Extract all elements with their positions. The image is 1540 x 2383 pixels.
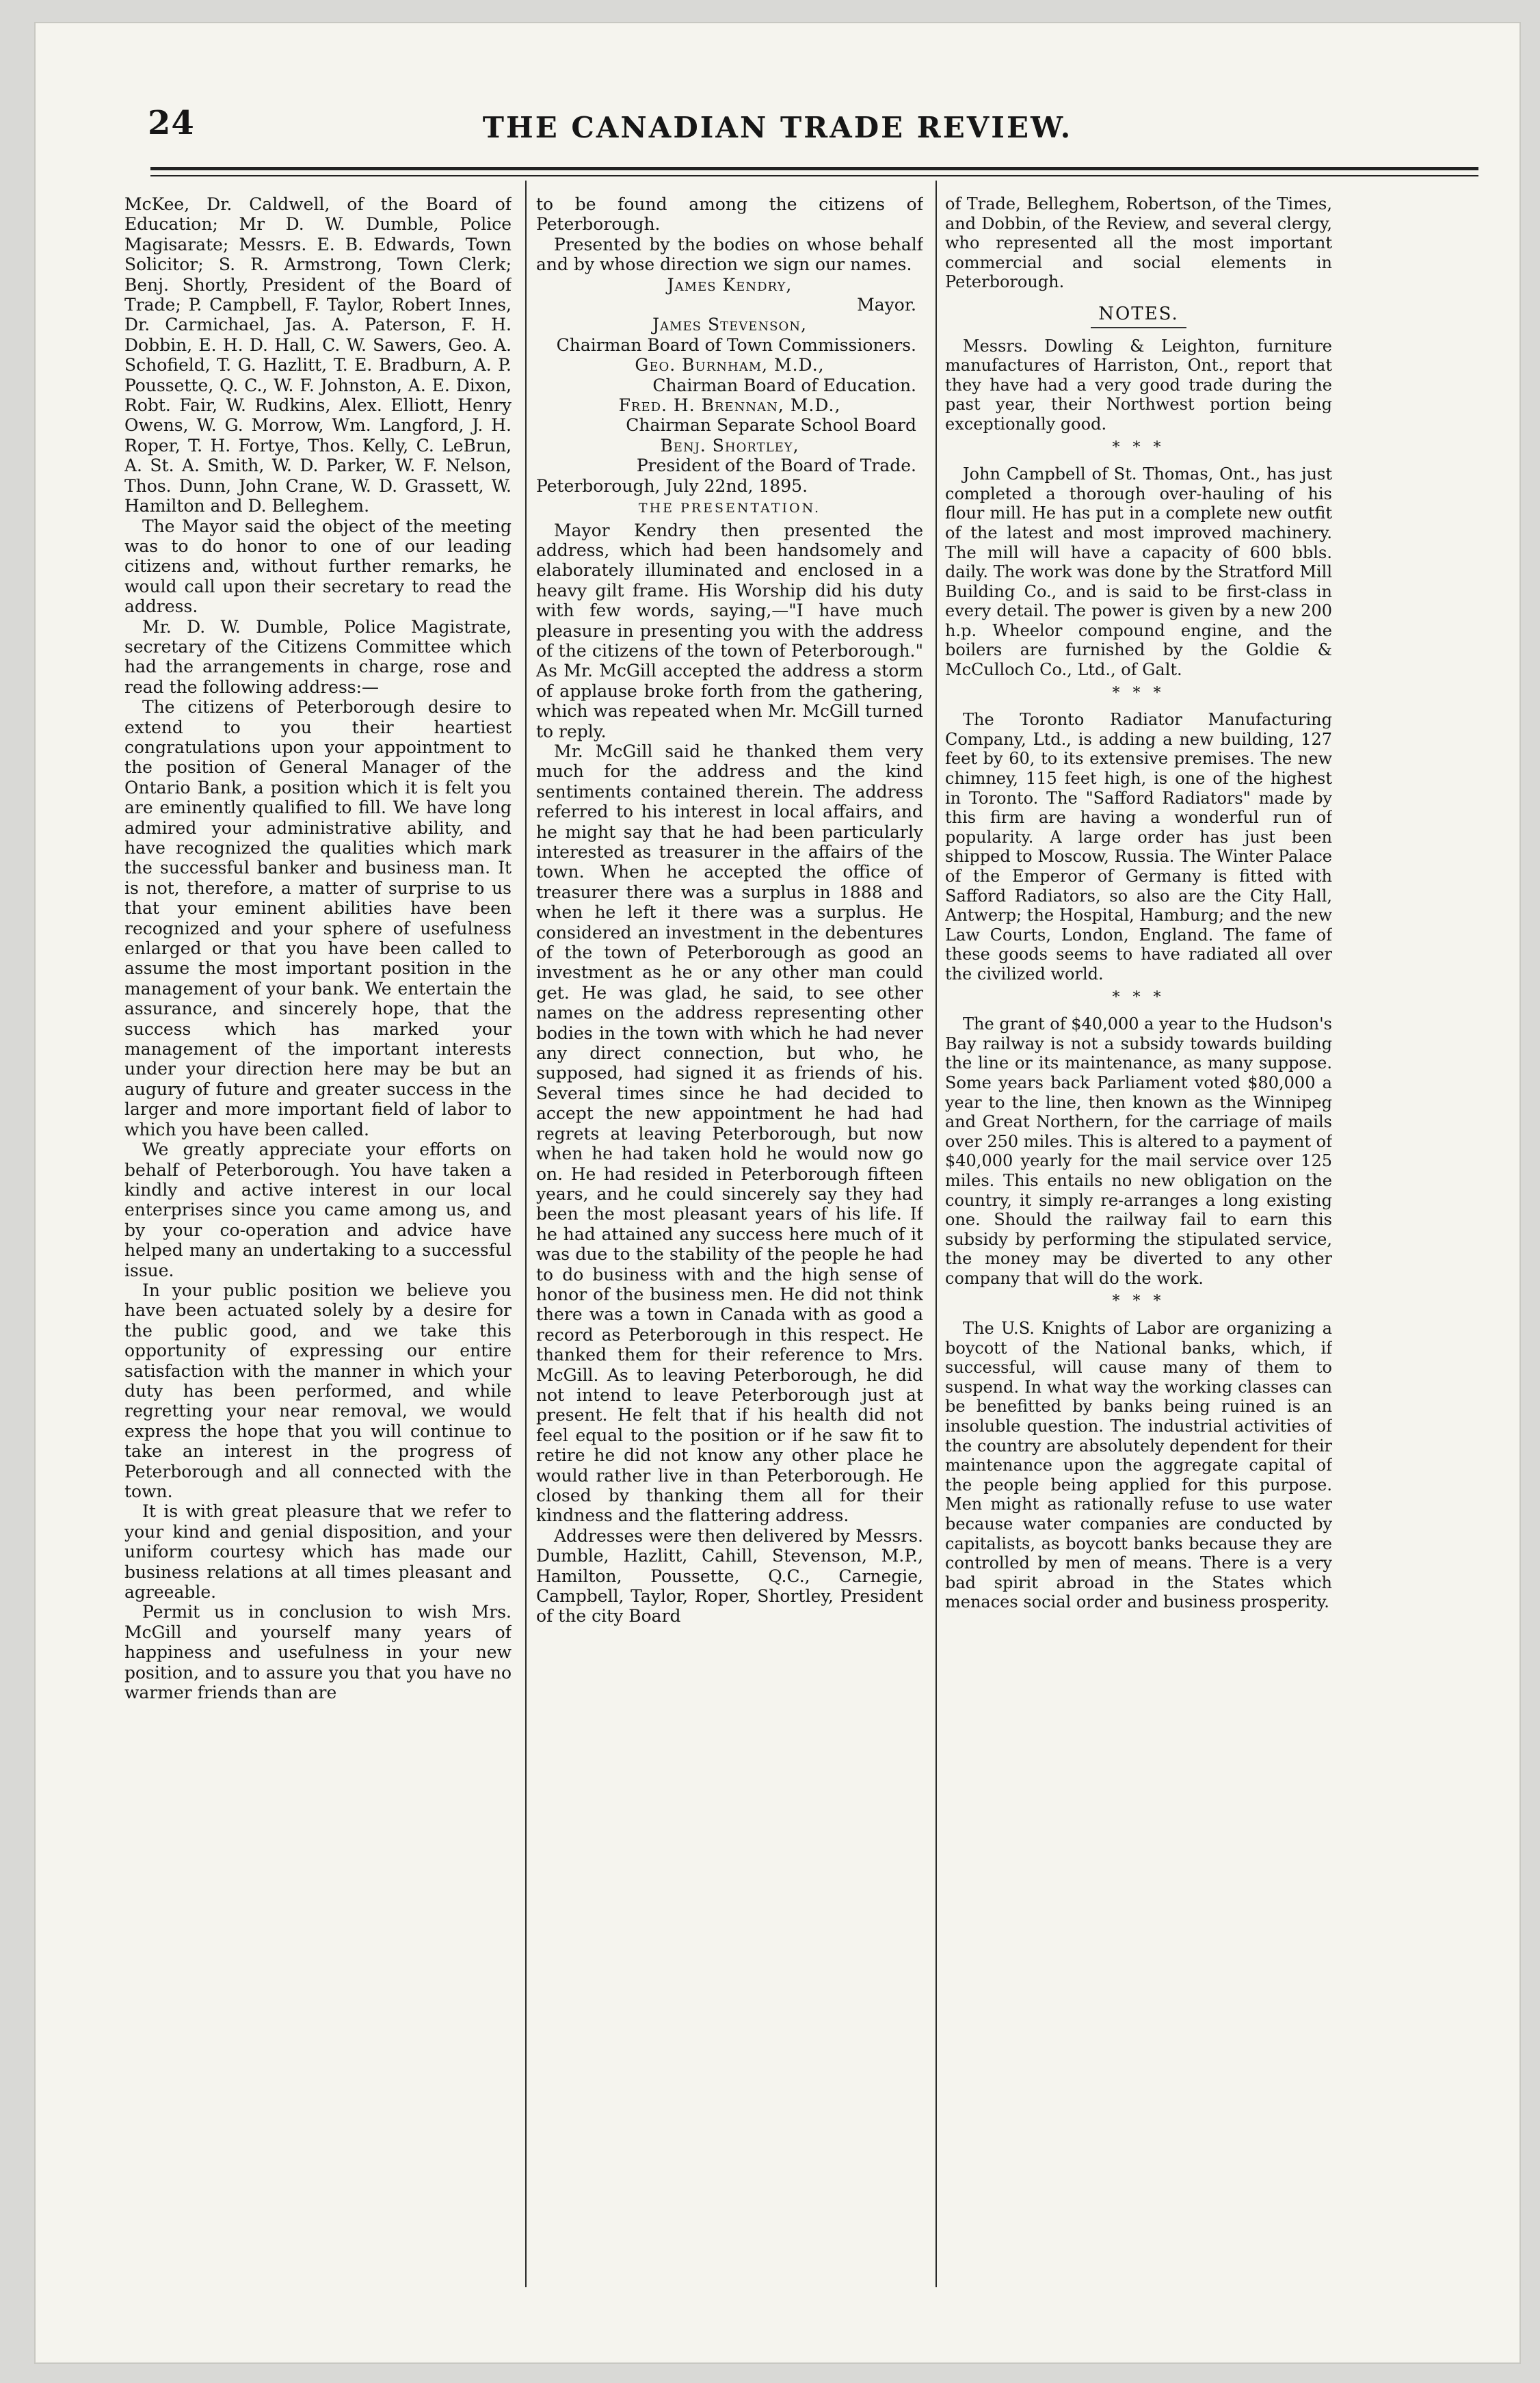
signature-block xyxy=(536,275,923,476)
signatory-title: President of the Board of Trade. xyxy=(636,456,916,476)
signatory-name: James Stevenson, xyxy=(652,315,807,335)
address-paragraph: Permit us in conclusion to wish Mrs. McGill and yourself many years of happiness and usefulness in your new position, and to assure you that you have no warmer friends than are xyxy=(124,1602,512,1703)
column-two xyxy=(536,194,923,2280)
paragraph: Mr. D. W. Dumble, Police Magistrate, secretary of the Citizens Committee which had the arrangements in charge, rose and read the following address:— xyxy=(124,616,512,697)
paragraph: Presented by the bodies on whose behalf and by whose direction we sign our names. xyxy=(536,234,923,275)
address-paragraph: The citizens of Peterborough desire to extend to you their heartiest congratulations upon your appointment to the position of General Manager of the Ontario Bank, a position which it is felt you are eminently qualified to fill. We have long admired your administrative ability, and have recognized the qualities which mark the successful banker and business man. It is not, therefore, a matter of surprise to us that your eminent abilities have been recognized and your sphere of usefulness enlarged or that you have been called to assume the most important position in the management of your bank. We entertain the assurance, and sincerely hope, that the success which has marked your management of the important interests under your direction here may be but an augury of future and greater success in the larger and more important field of labor to which you have been called. xyxy=(124,697,512,1140)
header-rule xyxy=(150,167,1478,170)
note-item: The U.S. Knights of Labor are organizing a boycott of the National banks, which, if successful, will cause many of them to suspend. In what way the working classes can be benefitted by banks being ruined is an insoluble question. The industrial activities of the country are absolutely dependent for their maintenance upon the aggregate capital of the people being applied for this purpose. Men might as rationally refuse to use water because water companies are conducted by capitalists, as boycott banks because they are controlled by men of means. There is a very bad spirit abroad in the States which menaces social order and business prosperity. xyxy=(945,1319,1332,1612)
asterism-divider: * * * xyxy=(1112,438,1165,456)
page-number: 24 xyxy=(148,104,195,142)
column-three xyxy=(945,194,1332,2280)
signatory-title: Chairman Board of Education. xyxy=(652,375,916,395)
note-item: Messrs. Dowling & Leighton, furniture manufactures of Harriston, Ont., report that they have had a very good trade during the past year, their Northwest portion being exceptionally good. xyxy=(945,336,1332,434)
address-paragraph: It is with great pleasure that we refer to your kind and genial disposition, and your uniform courtesy which has made our business relations at all times pleasant and agreeable. xyxy=(124,1501,512,1603)
header-rule-thin xyxy=(150,175,1478,176)
page-header xyxy=(36,98,1519,174)
asterism-divider: * * * xyxy=(1112,988,1165,1006)
note-item: The grant of $40,000 a year to the Hudson's Bay railway is not a subsidy towards building the line or its maintenance, as many suppose. Some years back Parliament voted $80,000 a year to the line, then known as the Winnipeg and Great Northern, for the carriage of mails over 250 miles. This is altered to a payment of $40,000 yearly for the mail service over 125 miles. This entails no new obligation on the country, it simply re-arranges a long existing one. Should the railway fail to earn this subsidy by performing the stipulated service, the money may be diverted to any other company that will do the work. xyxy=(945,1014,1332,1288)
paragraph: Mr. McGill said he thanked them very much for the address and the kind sentiments contained therein. The address referred to his interest in local affairs, and he might say that he had been particularly interested as treasurer in the affairs of the town. When he accepted the office of treasurer there was a surplus in 1888 and when he left it there was a surplus. He considered an investment in the debentures of the town of Peterborough as good an investment as he or any other man could get. He was glad, he said, to see other names on the address representing other bodies in the town with which he had never any direct connection, but who, he supposed, had signed it as friends of his. Several times since he had decided to accept the new appointment he had had regrets at leaving Peterborough, but now when he had taken hold he would now go on. He had resided in Peterborough fifteen years, and he could sincerely say they had been the most pleasant years of his life. If he had attained any success here much of it was due to the stability of the people he had to do business with and the high sense of honor of the business men. He did not think there was a town in Canada with as good a record as Peterborough in this respect. He thanked them for their reference to Mrs. McGill. As to leaving Peterborough, he did not intend to leave Peterborough just at present. He felt that if his health did not feel equal to the position or if he saw fit to retire he did not know any other place he would rather live in than Peterborough. He closed by thanking them all for their kindness and the flattering address. xyxy=(536,741,923,1526)
address-paragraph: We greatly appreciate your efforts on behalf of Peterborough. You have taken a kindly and active interest in our local enterprises since you came among us, and by your co-operation and advice have helped many an undertaking to a successful issue. xyxy=(124,1140,512,1280)
asterism-divider: * * * xyxy=(1112,684,1165,702)
signatory-name: Benj. Shortley, xyxy=(660,435,799,456)
column-divider xyxy=(935,181,937,2287)
running-title: THE CANADIAN TRADE REVIEW. xyxy=(482,111,1073,144)
signatory-title: Mayor. xyxy=(857,295,916,315)
note-item: The Toronto Radiator Manufacturing Company, Ltd., is adding a new building, 127 feet by 60, to its extensive premises. The new chimney, 115 feet high, is one of the highest in Toronto. The "Safford Radiators" made by this firm are having a wonderful run of popularity. A large order has just been shipped to Moscow, Russia. The Winter Palace of the Emperor of Germany is fitted with Safford Radiators, so also are the City Hall, Antwerp; the Hospital, Hamburg; and the new Law Courts, London, England. The fame of these goods seems to have radiated all over the civilized world. xyxy=(945,710,1332,984)
paragraph: of Trade, Belleghem, Robertson, of the Times, and Dobbin, of the Review, and several clergy, who represented all the most important commercial and social elements in Peterborough. xyxy=(945,194,1332,292)
column-divider xyxy=(525,181,527,2287)
signatory-name: James Kendry, xyxy=(667,274,793,295)
notes-heading: NOTES. xyxy=(945,304,1332,328)
note-item: John Campbell of St. Thomas, Ont., has just completed a thorough over-hauling of his flour mill. He has put in a complete new outfit of the latest and most improved machinery. The mill will have a capacity of 600 bbls. daily. The work was done by the Stratford Mill Building Co., and is said to be first-class in every detail. The power is given by a new 200 h.p. Wheelor compound engine, and the boilers are furnished by the Goldie & McCulloch Co., Ltd., of Galt. xyxy=(945,464,1332,680)
attendee-list: McKee, Dr. Caldwell, of the Board of Education; Mr D. W. Dumble, Police Magisarate; Messrs. E. B. Edwards, Town Solicitor; S. R. Armstrong, Town Clerk; Benj. Shortly, President of the Board of Trade; P. Campbell, F. Taylor, Robert Innes, Dr. Carmichael, Jas. A. Paterson, F. H. Dobbin, E. H. D. Hall, C. W. Sawers, Geo. A. Schofield, T. G. Hazlitt, T. E. Bradburn, A. P. Poussette, Q. C., W. F. Johnston, A. E. Dixon, Robt. Fair, W. Rudkins, Alex. Elliott, Henry Owens, W. G. Morrow, Wm. Langford, J. H. Roper, T. H. Fortye, Thos. Kelly, C. LeBrun, A. St. A. Smith, W. D. Parker, W. F. Nelson, Thos. Dunn, John Crane, W. D. Grassett, W. Hamilton and D. Belleghem. xyxy=(124,194,512,516)
signatory-title: Chairman Separate School Board xyxy=(626,415,916,436)
address-paragraph: In your public position we believe you have been actuated solely by a desire for the public good, and we take this opportunity of expressing our entire satisfaction with the manner in which your duty has been performed, and while regretting your near removal, we would express the hope that you will continue to take an interest in the progress of Peterborough and all connected with the town. xyxy=(124,1280,512,1501)
dateline: Peterborough, July 22nd, 1895. xyxy=(536,475,808,496)
newspaper-page xyxy=(36,23,1519,2362)
section-subhead: THE PRESENTATION. xyxy=(638,501,821,516)
signatory-name: Geo. Burnham, M.D., xyxy=(635,355,825,376)
paragraph: The Mayor said the object of the meeting was to do honor to one of our leading citizens and, without further remarks, he would call upon their secretary to read the address. xyxy=(124,516,512,617)
paragraph: Mayor Kendry then presented the address, which had been handsomely and elaborately illuminated and enclosed in a heavy gilt frame. His Worship did his duty with few words, saying,—"I have much pleasure in presenting you with the address of the citizens of the town of Peterborough." As Mr. McGill accepted the address a storm of applause broke forth from the gathering, which was repeated when Mr. McGill turned to reply. xyxy=(536,520,923,741)
signatory-title: Chairman Board of Town Commissioners. xyxy=(556,334,916,355)
paragraph: to be found among the citizens of Peterborough. xyxy=(536,194,923,235)
paragraph: Addresses were then delivered by Messrs. Dumble, Hazlitt, Cahill, Stevenson, M.P., Hamilton, Poussette, Q.C., Carnegie, Campbell, Taylor, Roper, Shortley, President of the city Board xyxy=(536,1525,923,1627)
asterism-divider: * * * xyxy=(1112,1293,1165,1311)
column-one xyxy=(124,194,512,2280)
signatory-name: Fred. H. Brennan, M.D., xyxy=(618,395,841,416)
